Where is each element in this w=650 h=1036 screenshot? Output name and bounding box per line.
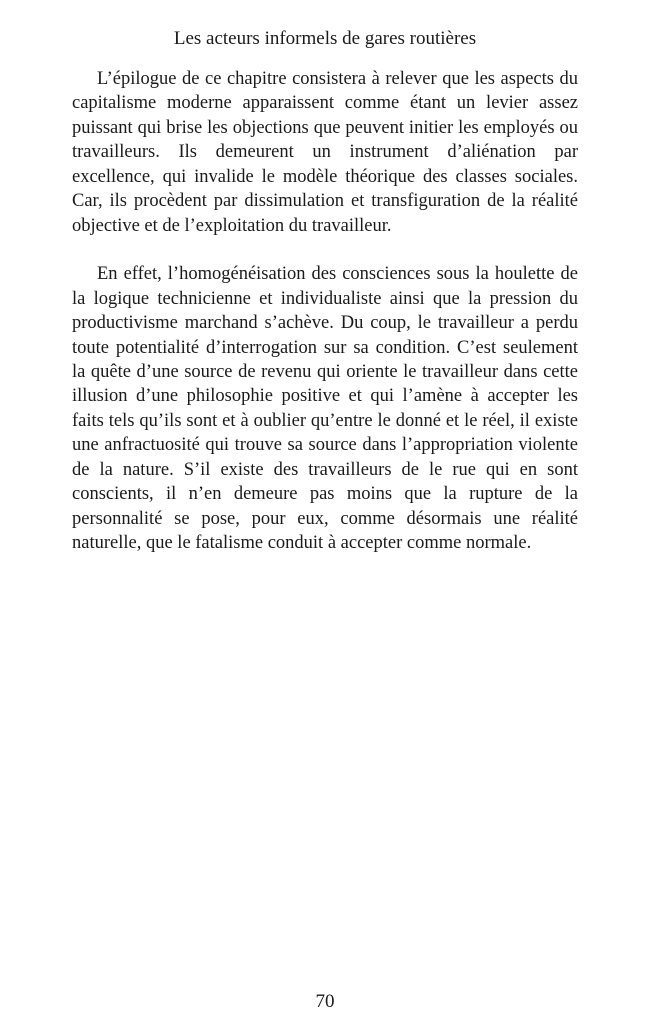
paragraph-2: En effet, l’homogénéisation des consciences sous la houlette de la logique technicienne et individualiste ainsi que la pression du productivisme marchand s’achève. Du coup, le travailleur a perdu toute potentialité d’interrogation sur sa condition. C’est seulement la quête d’une source de revenu qui oriente le travailleur dans cette illusion d’une philosophie positive et qui l’amène à accepter les faits tels qu’ils sont et à oublier qu’entre le donné et le réel, il existe une anfractuosité qui trouve sa source dans l’appropriation violente de la nature. S’il existe des travailleurs de le rue qui en sont conscients, il n’en demeure pas moins que la rupture de la personnalité se pose, pour eux, comme désormais une réalité naturelle, que le fatalisme conduit à accepter comme normale. [72, 264, 578, 554]
body-text [72, 67, 578, 556]
page-number: 70 [315, 991, 335, 1012]
running-header: Les acteurs informels de gares routières [173, 28, 477, 49]
paragraph-1: L’épilogue de ce chapitre consistera à relever que les aspects du capitalisme moderne apparaissent comme étant un levier assez puissant qui brise les objections que peuvent initier les employés ou travailleurs. Ils demeurent un instrument d’aliénation par excellence, qui invalide le modèle théorique des classes sociales. Car, ils procèdent par dissimulation et transfiguration de la réalité objective et de l’exploitation du travailleur. [72, 69, 578, 236]
